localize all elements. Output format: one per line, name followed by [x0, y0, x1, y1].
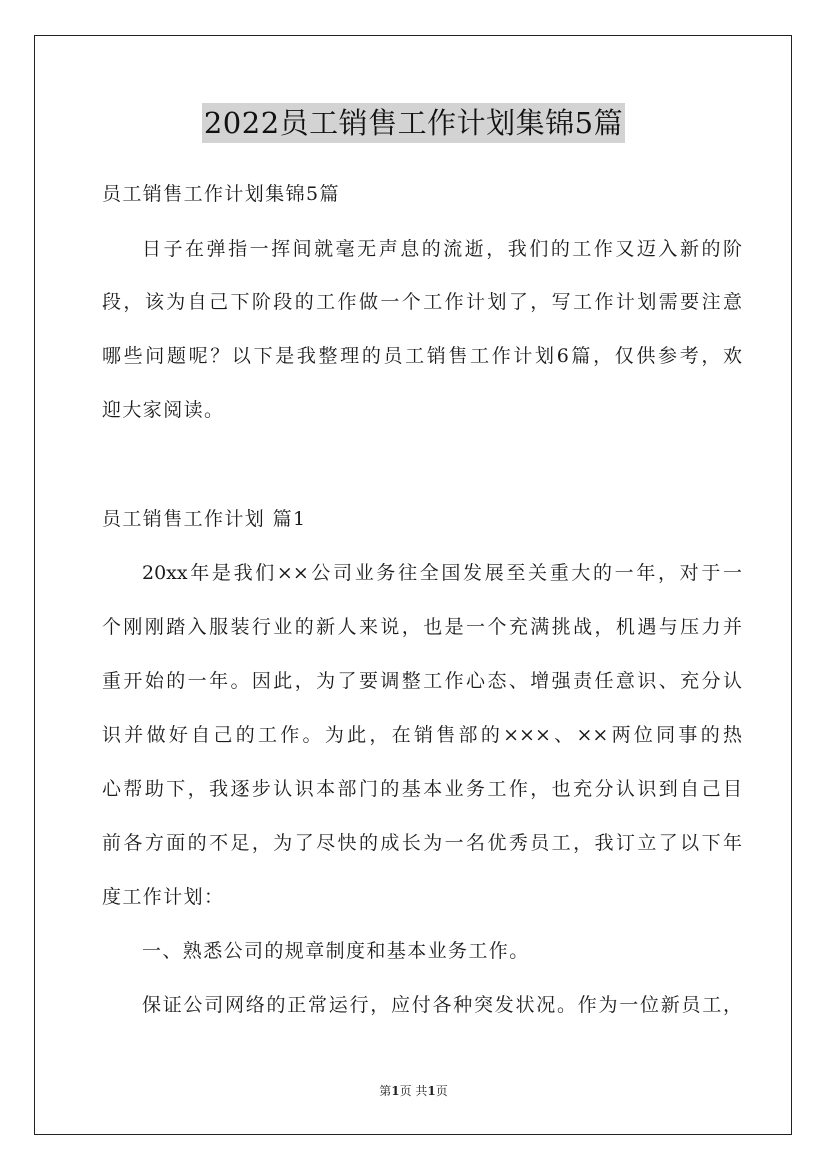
- footer-page-num: 1: [391, 1084, 400, 1098]
- footer-page-mid: 页 共: [399, 1084, 428, 1098]
- document-title: 2022员工销售工作计划集锦5篇: [202, 103, 625, 143]
- body-line-2: 个刚刚踏入服装行业的新人来说，也是一个充满挑战，机遇与压力并: [102, 616, 742, 638]
- document-subtitle: 员工销售工作计划集锦5篇: [102, 183, 340, 205]
- intro-line-1: 日子在弹指一挥间就毫无声息的流逝，我们的工作又迈入新的阶: [142, 238, 742, 260]
- body-line-7: 度工作计划：: [102, 886, 225, 908]
- intro-line-3: 哪些问题呢？以下是我整理的员工销售工作计划6篇，仅供参考，欢: [102, 345, 742, 367]
- footer-page-suffix: 页: [435, 1084, 448, 1098]
- section-heading: 员工销售工作计划 篇1: [102, 508, 307, 530]
- body-line-5: 心帮助下，我逐步认识本部门的基本业务工作，也充分认识到自己目: [102, 778, 742, 800]
- intro-line-2: 段，该为自己下阶段的工作做一个工作计划了，写工作计划需要注意: [102, 291, 742, 313]
- item-heading: 一、熟悉公司的规章制度和基本业务工作。: [142, 940, 530, 962]
- body-line-4: 识并做好自己的工作。为此，在销售部的×××、××两位同事的热: [102, 724, 742, 746]
- footer-page-prefix: 第: [379, 1084, 392, 1098]
- page-footer: [0, 1083, 827, 1099]
- body-line-3: 重开始的一年。因此，为了要调整工作心态、增强责任意识、充分认: [102, 670, 742, 692]
- item-line: 保证公司网络的正常运行，应付各种突发状况。作为一位新员工，: [142, 994, 742, 1016]
- footer-page-total: 1: [427, 1084, 436, 1098]
- intro-line-4: 迎大家阅读。: [102, 399, 225, 421]
- title-container: [0, 103, 827, 143]
- body-line-1: 20xx年是我们××公司业务往全国发展至关重大的一年，对于一: [142, 562, 742, 584]
- body-line-6: 前各方面的不足，为了尽快的成长为一名优秀员工，我订立了以下年: [102, 832, 742, 854]
